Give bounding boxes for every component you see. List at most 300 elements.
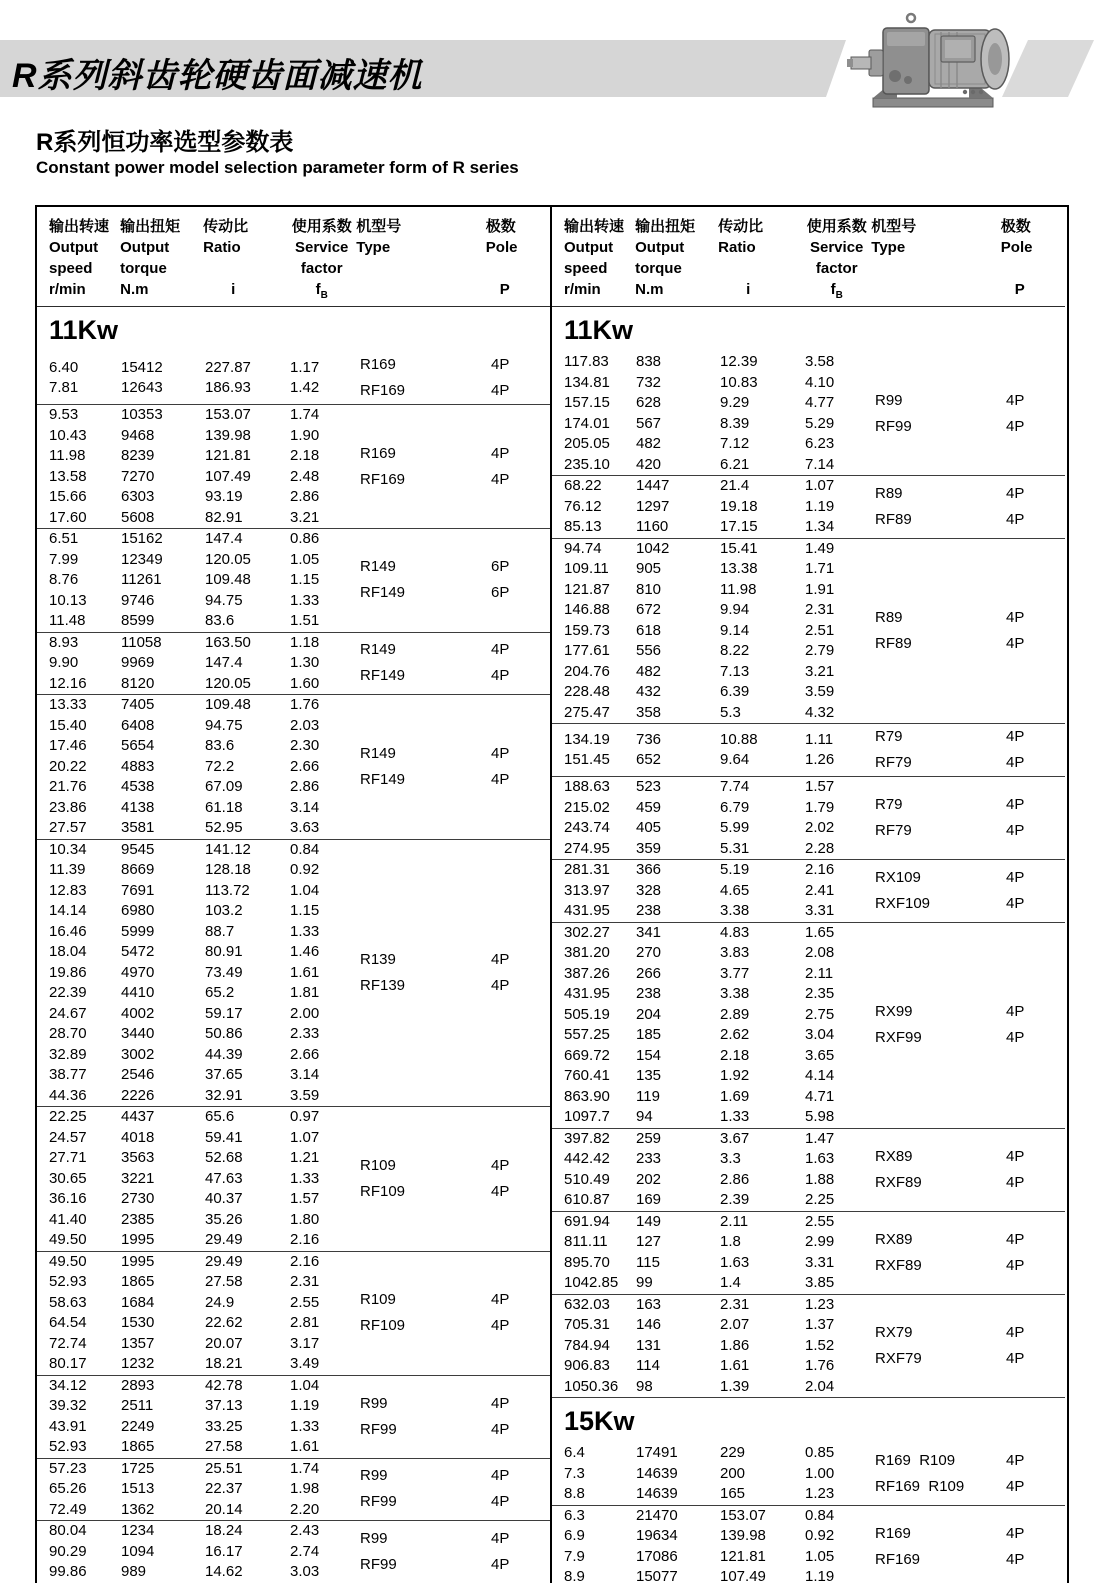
output-torque-value: 6408	[121, 716, 155, 734]
pole-value: 4P	[491, 1493, 510, 1511]
service-factor-value: 1.11	[805, 730, 834, 748]
type-value: R79	[875, 728, 903, 745]
type-value: RF99	[360, 1555, 397, 1573]
group-rows	[552, 860, 875, 922]
output-speed-value: 632.03	[564, 1295, 610, 1313]
parameter-group	[552, 723, 1065, 776]
table-row	[552, 881, 875, 902]
parameter-group	[37, 694, 550, 839]
service-factor-value: 1.04	[290, 1376, 320, 1394]
table-row	[552, 777, 875, 798]
output-speed-value: 17.60	[49, 508, 87, 526]
header-unit	[871, 279, 995, 300]
ratio-value: 22.62	[205, 1314, 243, 1331]
table-row	[552, 964, 875, 985]
pole-cell	[485, 441, 550, 493]
service-factor-value: 2.18	[290, 447, 320, 464]
output-speed-value: 34.12	[49, 1376, 87, 1394]
output-speed-value: 19.86	[49, 963, 87, 981]
type-value: R169	[875, 1524, 911, 1542]
ratio-value: 11.98	[720, 580, 757, 598]
output-speed-value: 1042.85	[564, 1274, 619, 1291]
type-value: R89	[875, 608, 903, 626]
table-row	[552, 1046, 875, 1067]
output-torque-value: 1530	[121, 1314, 155, 1331]
output-speed-value: 58.63	[49, 1293, 87, 1311]
table-row	[552, 860, 875, 881]
output-speed-value: 11.98	[49, 447, 86, 464]
output-speed-value: 49.50	[49, 1252, 87, 1270]
output-speed-value: 215.02	[564, 798, 610, 816]
pole-value: 4P	[1006, 1029, 1025, 1046]
service-factor-value: 4.77	[805, 394, 835, 411]
output-speed-value: 27.57	[49, 819, 87, 836]
output-torque-value: 8239	[121, 447, 155, 464]
group-rows	[37, 1521, 360, 1583]
output-torque-value: 4883	[121, 757, 155, 775]
ratio-value: 33.25	[205, 1417, 243, 1435]
parameter-group	[37, 839, 550, 1107]
ratio-value: 6.21	[720, 455, 750, 473]
ratio-value: 15.41	[720, 539, 758, 557]
group-rows	[37, 840, 360, 1107]
output-speed-value: 275.47	[564, 703, 610, 721]
header-en2	[1001, 258, 1065, 279]
ratio-value: 1.63	[720, 1253, 750, 1271]
type-cell	[875, 999, 1000, 1051]
output-torque-value: 98	[636, 1377, 653, 1395]
output-speed-value: 23.86	[49, 798, 87, 816]
service-factor-value: 1.91	[805, 580, 835, 598]
header-unit: i	[231, 281, 236, 298]
output-torque-value: 618	[636, 621, 662, 639]
ratio-value: 29.49	[205, 1252, 243, 1270]
type-value: RF79	[875, 754, 912, 771]
ratio-value: 52.68	[205, 1149, 243, 1166]
table-row	[37, 446, 360, 467]
header-en2	[203, 258, 287, 279]
pole-value: 4P	[1006, 1323, 1025, 1341]
banner-title: R系列斜齿轮硬齿面减速机	[12, 57, 423, 95]
ratio-value: 2.39	[720, 1191, 750, 1208]
output-torque-value: 11058	[121, 633, 162, 651]
output-speed-value: 11.39	[49, 861, 86, 878]
ratio-value: 65.2	[205, 984, 235, 1001]
output-torque-value: 1995	[121, 1231, 155, 1248]
output-speed-value: 281.31	[564, 861, 610, 878]
type-value: R89	[875, 484, 903, 502]
header-unit: N.m	[120, 281, 149, 298]
pole-value: 4P	[491, 382, 510, 399]
parameter-group	[37, 1458, 550, 1521]
table-row	[552, 580, 875, 601]
output-torque-value: 15412	[121, 358, 163, 376]
table-right-body	[552, 307, 1065, 1583]
output-speed-value: 610.87	[564, 1191, 610, 1208]
group-rows	[552, 1295, 875, 1398]
service-factor-value: 1.33	[290, 1417, 320, 1435]
pole-value: 4P	[491, 641, 510, 659]
pole-cell	[485, 1526, 550, 1578]
output-speed-value: 13.33	[49, 696, 87, 713]
ratio-value: 2.86	[720, 1170, 750, 1188]
output-torque-value: 135	[636, 1067, 662, 1084]
header-en2: factor	[815, 260, 858, 277]
table-row	[552, 1295, 875, 1316]
header-en2	[486, 258, 550, 279]
service-factor-value: 1.33	[290, 1169, 320, 1187]
service-factor-value: 1.23	[805, 1485, 835, 1502]
ratio-value: 14.62	[205, 1563, 243, 1580]
type-value: RXF99	[875, 1029, 922, 1046]
output-speed-value: 760.41	[564, 1067, 610, 1084]
group-rows	[552, 476, 875, 538]
ratio-value: 107.49	[720, 1568, 766, 1583]
ratio-value: 229	[720, 1444, 746, 1461]
output-torque-value: 8120	[121, 674, 155, 692]
type-value: R79	[875, 796, 903, 813]
type-cell	[360, 947, 485, 999]
type-value: R99	[875, 391, 903, 409]
service-factor-value: 0.84	[290, 840, 320, 858]
ratio-value: 19.18	[720, 497, 758, 515]
table-row	[552, 414, 875, 435]
service-factor-value: 2.20	[290, 1500, 320, 1518]
service-factor-value: 1.19	[805, 497, 835, 515]
header-en2	[356, 258, 480, 279]
table-row	[37, 1313, 360, 1334]
output-speed-value: 39.32	[49, 1397, 87, 1414]
table-left-half	[37, 207, 550, 1583]
table-row	[37, 1334, 360, 1355]
output-torque-value: 2226	[121, 1086, 155, 1104]
table-row	[37, 1272, 360, 1293]
service-factor-value: 1.15	[290, 571, 320, 588]
output-speed-value: 22.25	[49, 1108, 87, 1125]
service-factor-value: 1.17	[290, 358, 320, 376]
parameter-group	[552, 538, 1065, 724]
service-factor-value: 1.80	[290, 1210, 320, 1228]
table-row	[552, 750, 875, 771]
header-en1: Output	[49, 239, 99, 256]
ratio-value: 3.77	[720, 964, 750, 982]
ratio-value: 200	[720, 1464, 746, 1482]
output-torque-value: 238	[636, 985, 662, 1002]
output-torque-value: 341	[636, 923, 662, 941]
table-row	[37, 405, 360, 426]
output-speed-value: 302.27	[564, 923, 610, 941]
group-rows	[552, 1506, 875, 1583]
table-row	[552, 352, 875, 373]
pole-value: 4P	[1006, 1003, 1025, 1020]
service-factor-value: 0.92	[290, 861, 320, 878]
type-cell	[875, 792, 1000, 844]
ratio-value: 44.39	[205, 1045, 243, 1063]
service-factor-value: 1.63	[805, 1150, 835, 1167]
output-speed-value: 146.88	[564, 601, 610, 618]
output-speed-value: 6.3	[564, 1506, 585, 1524]
pole-value: 6P	[491, 558, 510, 576]
service-factor-value: 1.07	[290, 1128, 320, 1146]
output-speed-value: 6.9	[564, 1527, 585, 1544]
table-row	[552, 1567, 875, 1583]
output-speed-value: 24.57	[49, 1128, 87, 1146]
ratio-value: 3.38	[720, 985, 750, 1002]
output-speed-value: 243.74	[564, 819, 610, 836]
service-factor-value: 1.07	[805, 477, 835, 494]
type-cell	[875, 1144, 1000, 1196]
header-en2: speed	[49, 260, 93, 277]
output-speed-value: 8.93	[49, 633, 79, 651]
parameter-group	[37, 1251, 550, 1375]
ratio-value: 113.72	[205, 881, 250, 899]
service-factor-value: 1.04	[290, 881, 320, 899]
output-torque-value: 3440	[121, 1025, 155, 1042]
header-en2: torque	[635, 260, 682, 277]
pole-cell	[485, 1287, 550, 1339]
service-factor-value: 2.55	[290, 1293, 320, 1311]
output-speed-value: 7.3	[564, 1464, 585, 1482]
column-header-pole	[480, 216, 550, 306]
type-cell	[360, 352, 485, 404]
pole-value: 4P	[491, 470, 510, 488]
header-unit-subscript: B	[835, 290, 843, 301]
pole-cell	[485, 1391, 550, 1443]
ratio-value: 94.75	[205, 716, 243, 734]
service-factor-value: 2.86	[290, 488, 320, 505]
output-speed-value: 72.49	[49, 1500, 87, 1518]
header-cn: 极数	[485, 218, 516, 235]
service-factor-value: 1.81	[290, 984, 320, 1001]
header-cn: 机型号	[356, 218, 402, 235]
output-torque-value: 10353	[121, 406, 163, 423]
table-row	[37, 840, 360, 861]
type-cell	[360, 1526, 485, 1578]
header-en1: Service	[295, 239, 349, 256]
output-speed-value: 15.66	[49, 488, 87, 505]
pole-value: 4P	[1006, 1550, 1025, 1568]
output-speed-value: 32.89	[49, 1045, 87, 1063]
output-torque-value: 3002	[121, 1045, 155, 1063]
page-title: R系列恒功率选型参数表	[36, 129, 294, 156]
service-factor-value: 2.86	[290, 778, 320, 795]
type-cell	[360, 1391, 485, 1443]
table-left-body	[37, 307, 550, 1583]
pole-cell	[1000, 865, 1065, 917]
service-factor-value: 4.32	[805, 703, 835, 721]
service-factor-value: 2.31	[290, 1273, 320, 1290]
service-factor-value: 1.61	[290, 1438, 320, 1455]
output-torque-value: 1362	[121, 1500, 155, 1518]
service-factor-value: 3.63	[290, 819, 320, 836]
output-speed-value: 121.87	[564, 580, 610, 598]
ratio-value: 5.99	[720, 819, 750, 836]
output-speed-value: 28.70	[49, 1025, 87, 1042]
output-torque-value: 8669	[121, 861, 155, 878]
output-speed-value: 49.50	[49, 1231, 87, 1248]
table-row	[552, 600, 875, 621]
output-speed-value: 94.74	[564, 539, 602, 557]
output-speed-value: 387.26	[564, 964, 610, 982]
service-factor-value: 1.76	[290, 696, 320, 713]
type-cell	[875, 1227, 1000, 1279]
output-speed-value: 27.71	[49, 1149, 87, 1166]
header-en1: Output	[120, 239, 170, 256]
service-factor-value: 3.85	[805, 1274, 835, 1291]
service-factor-value: 3.65	[805, 1046, 835, 1064]
service-factor-value: 0.97	[290, 1108, 320, 1125]
pole-cell	[1000, 999, 1065, 1051]
table-row	[37, 1354, 360, 1375]
table-row	[37, 378, 360, 399]
table-row	[37, 1086, 360, 1107]
output-speed-value: 134.81	[564, 373, 610, 391]
pole-cell	[1000, 605, 1065, 657]
column-header-output-speed	[552, 216, 635, 306]
service-factor-value: 3.14	[290, 1066, 320, 1083]
ratio-value: 10.88	[720, 730, 758, 748]
pole-value: 4P	[1006, 484, 1025, 502]
gearmotor-icon	[845, 10, 1045, 114]
pole-value: 4P	[1006, 728, 1025, 745]
ratio-value: 186.93	[205, 379, 251, 396]
service-factor-value: 3.31	[805, 1253, 835, 1271]
column-header-ratio	[203, 216, 287, 306]
output-torque-value: 328	[636, 881, 662, 899]
output-speed-value: 18.04	[49, 943, 87, 960]
output-speed-value: 705.31	[564, 1316, 610, 1333]
table-row	[37, 1396, 360, 1417]
ratio-value: 10.83	[720, 373, 758, 391]
group-rows	[37, 405, 360, 528]
type-value: RF169	[875, 1550, 921, 1568]
group-rows	[552, 539, 875, 724]
output-speed-value: 20.22	[49, 757, 87, 775]
ratio-value: 121.81	[205, 447, 251, 464]
type-value: RXF89	[875, 1256, 922, 1274]
output-torque-value: 233	[636, 1150, 662, 1167]
service-factor-value: 2.00	[290, 1004, 320, 1022]
ratio-value: 32.91	[205, 1086, 243, 1104]
output-speed-value: 174.01	[564, 414, 610, 432]
output-speed-value: 228.48	[564, 683, 610, 700]
output-torque-value: 149	[636, 1212, 662, 1230]
output-speed-value: 7.9	[564, 1547, 585, 1565]
pole-value: 4P	[1006, 1173, 1025, 1191]
ratio-value: 17.15	[720, 518, 758, 535]
table-row	[552, 1129, 875, 1150]
table-row	[552, 641, 875, 662]
table-row	[552, 1356, 875, 1377]
output-torque-value: 12349	[121, 550, 163, 568]
output-torque-value: 4138	[121, 798, 155, 816]
table-row	[37, 1437, 360, 1458]
header-en2: torque	[120, 260, 167, 277]
ratio-value: 103.2	[205, 902, 243, 919]
type-cell	[360, 1287, 485, 1339]
service-factor-value: 1.88	[805, 1170, 835, 1188]
service-factor-value: 2.81	[290, 1314, 320, 1331]
ratio-value: 9.64	[720, 751, 750, 768]
output-speed-value: 76.12	[564, 497, 602, 515]
type-value: RF89	[875, 634, 912, 652]
output-speed-value: 442.42	[564, 1150, 610, 1167]
header-en2: speed	[564, 260, 608, 277]
output-torque-value: 482	[636, 435, 662, 452]
type-value: RX89	[875, 1147, 913, 1165]
type-value: RX89	[875, 1230, 913, 1248]
parameter-group	[37, 1520, 550, 1583]
output-torque-value: 359	[636, 839, 662, 857]
header-unit: $f_B$	[315, 281, 328, 301]
output-torque-value: 420	[636, 455, 662, 473]
output-torque-value: 1865	[121, 1438, 155, 1455]
ratio-value: 20.07	[205, 1334, 243, 1352]
service-factor-value: 1.61	[290, 963, 320, 981]
output-speed-value: 1097.7	[564, 1108, 610, 1125]
output-torque-value: 1232	[121, 1355, 155, 1372]
ratio-value: 37.13	[205, 1397, 243, 1414]
pole-cell	[485, 1153, 550, 1205]
header-cn: 传动比	[718, 218, 764, 235]
output-speed-value: 557.25	[564, 1026, 610, 1043]
pole-value: 4P	[1006, 391, 1025, 409]
output-torque-value: 4018	[121, 1128, 155, 1146]
ratio-value: 5.19	[720, 861, 750, 878]
table-row	[552, 1377, 875, 1398]
pole-value: 4P	[491, 667, 510, 685]
parameter-group	[37, 528, 550, 632]
type-value: RF169 R109	[875, 1477, 965, 1495]
service-factor-value: 3.59	[805, 683, 835, 700]
table-row	[552, 923, 875, 944]
table-row	[552, 1484, 875, 1505]
service-factor-value: 4.14	[805, 1067, 835, 1084]
output-torque-value: 6303	[121, 488, 155, 505]
pole-value: 4P	[491, 1156, 510, 1174]
table-row	[552, 1005, 875, 1026]
table-row	[552, 682, 875, 703]
header-en2	[871, 258, 995, 279]
output-speed-value: 36.16	[49, 1190, 87, 1207]
header-en1: Output	[564, 239, 614, 256]
pole-value: 4P	[491, 1529, 510, 1547]
pole-value: 4P	[491, 950, 510, 968]
output-speed-value: 381.20	[564, 944, 610, 961]
table-row	[37, 1148, 360, 1169]
table-row	[37, 570, 360, 591]
service-factor-value: 1.79	[805, 798, 835, 816]
header-unit: r/min	[564, 281, 601, 298]
output-torque-value: 810	[636, 580, 662, 598]
table-row	[37, 487, 360, 508]
pole-value: 4P	[491, 1467, 510, 1485]
type-value: RF79	[875, 822, 912, 839]
table-row	[37, 818, 360, 839]
service-factor-value: 2.16	[290, 1252, 320, 1270]
group-rows	[37, 695, 360, 839]
ratio-value: 2.18	[720, 1046, 750, 1064]
ratio-value: 40.37	[205, 1190, 243, 1207]
output-torque-value: 432	[636, 683, 662, 700]
ratio-value: 7.12	[720, 435, 750, 452]
ratio-value: 9.29	[720, 394, 750, 411]
service-factor-value: 1.46	[290, 943, 320, 960]
table-row	[37, 736, 360, 757]
output-torque-value: 17086	[636, 1547, 678, 1565]
ratio-value: 139.98	[720, 1527, 766, 1544]
table-row	[37, 942, 360, 963]
